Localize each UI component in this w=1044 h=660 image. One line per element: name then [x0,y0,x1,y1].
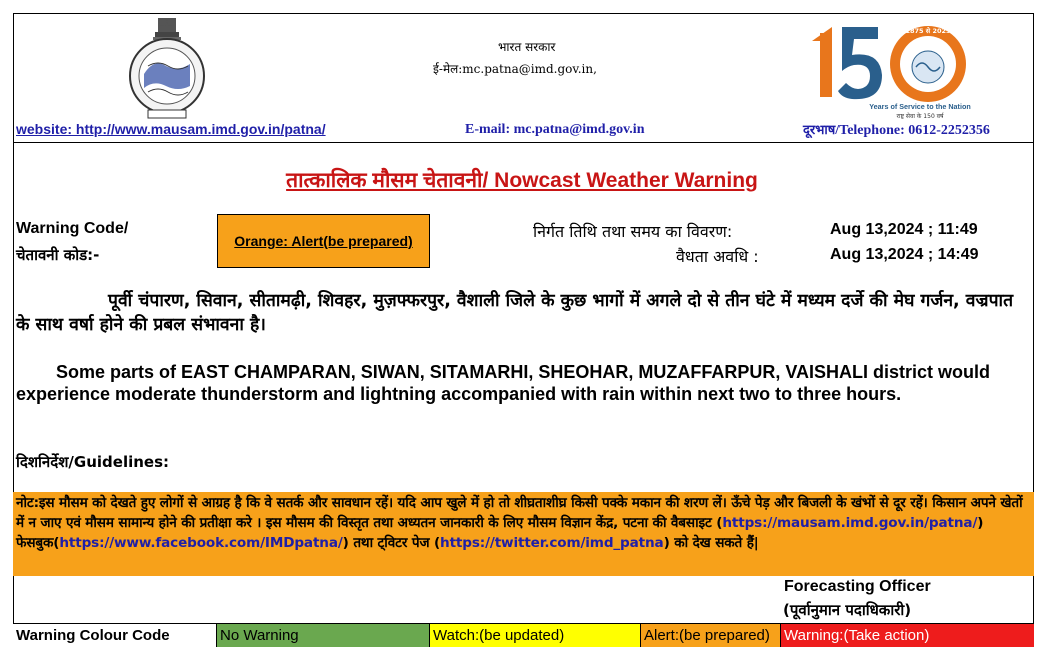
email-link[interactable]: E-mail: mc.patna@imd.gov.in [465,122,645,137]
note-text-4: ) को देख सकते हैं| [663,535,759,551]
legend-title: Warning Colour Code [13,624,217,647]
issue-time-label: निर्गत तिथि तथा समय का विवरण: [533,222,733,241]
warning-message-hindi: पूर्वी चंपारण, सिवान, सीतामढ़ी, शिवहर, मुज़फ्फरपुर, वैशाली जिले के कुछ भागों में अगले दो से तीन घंटे में मध्यम दर्जे की मेघ गर्जन, वज्रपात के साथ वर्षा होने की प्रबल संभावना है। [16,291,1014,335]
guidelines-note [13,492,1034,576]
note-website-link[interactable]: https://mausam.imd.gov.in/patna/ [722,515,978,531]
forecasting-officer-label: Forecasting Officer [784,578,931,595]
logo-tagline-hindi-text: राष्ट्र सेवा के 150 वर्ष [896,113,944,119]
note-text-1: नोट:इस मौसम को देखते हुए लोगों से आग्रह है कि वे सतर्क और सावधान रहें। यदि आप खुले में हो तो शीघ्रताशीघ्र किसी पक्के मकान की शरण लें। ऊँचे पेड़ और बिजली के खंभों से दूर रहें। किसान अपने खेतों में न जाए एवं मौसम सामान्य होने की प्रतीक्षा करे । इस मौसम की विस्तृत तथा अध्यतन जानकारी के लिए मौसम विज्ञान केंद्र, पटना की वैबसाइट ( [16,495,1023,531]
note-text-3: ) तथा ट्विटर पेज ( [342,535,441,551]
imd-150-years-logo-icon [808,19,998,119]
legend-warning: Warning:(Take action) [781,624,1034,647]
telephone-hindi-label: दूरभाष [803,123,836,138]
telephone-label [803,120,990,139]
government-of-india-label: भारत सरकार [498,40,556,54]
legend-watch: Watch:(be updated) [430,624,641,647]
legend-no-warning: No Warning [217,624,430,647]
issue-time-value: Aug 13,2024 ; 11:49 [830,221,978,238]
warning-message-english: Some parts of EAST CHAMPARAN, SIWAN, SITAMARHI, SHEOHAR, MUZAFFARPUR, VAISHALI district would experience moderate thunderstorm and lightning accompanied with rain within next two to three hours. [16,362,991,404]
header-divider [13,142,1034,143]
hindi-email-label: ई-मेल:mc.patna@imd.gov.in, [433,62,597,76]
page-title: तात्कालिक मौसम चेतावनी/ Nowcast Weather Warning [286,169,758,192]
logo-tagline-text: Years of Service to the Nation [869,102,971,111]
forecasting-officer-hindi-label: (पूर्वानुमान पदाधिकारी) [783,601,912,619]
warning-code-label-hi: चेतावनी कोड:- [16,246,100,264]
logo-years-text: 1875 से 2025 [905,27,951,35]
telephone-number: /Telephone: 0612-2252356 [835,123,990,138]
guidelines-label: दिशनिर्देश/Guidelines: [16,453,170,471]
website-link[interactable]: website: http://www.mausam.imd.gov.in/patna/ [16,121,326,137]
warning-code-badge [217,214,430,268]
legend-alert: Alert:(be prepared) [641,624,781,647]
imd-logo-icon [108,16,226,120]
warning-code-value: Orange: Alert(be prepared) [234,233,413,249]
validity-value: Aug 13,2024 ; 14:49 [830,246,979,263]
warning-colour-legend [13,623,1034,647]
warning-code-label-en: Warning Code/ [16,220,129,237]
validity-label: वैधता अवधि : [676,247,759,266]
note-twitter-link[interactable]: https://twitter.com/imd_patna [440,535,664,551]
note-text-2: ) फेसबुक( [16,515,984,551]
note-facebook-link[interactable]: https://www.facebook.com/IMDpatna/ [59,535,343,551]
